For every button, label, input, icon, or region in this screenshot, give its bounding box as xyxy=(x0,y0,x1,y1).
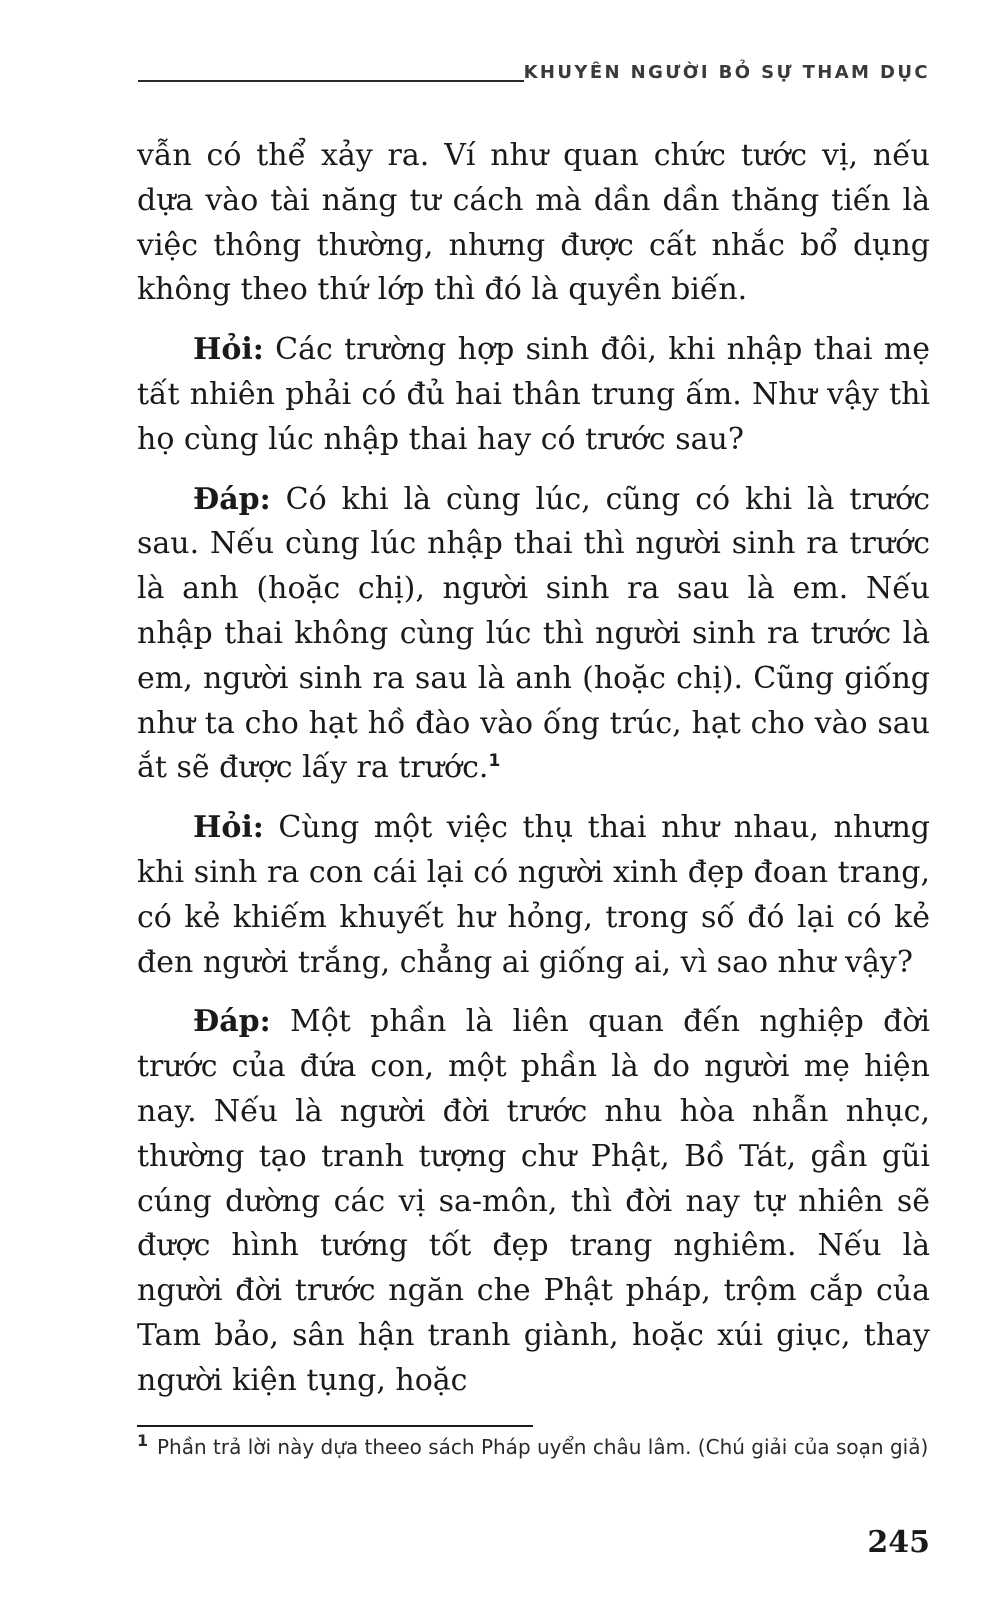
question-text: Các trường hợp sinh đôi, khi nhập thai mẹ tất nhiên phải có đủ hai thân trung ấm. Như vậy thì họ cùng lúc nhập thai hay có trước sau? xyxy=(137,332,930,457)
paragraph-text: vẫn có thể xảy ra. Ví như quan chức tước vị, nếu dựa vào tài năng tư cách mà dần dần thăng tiến là việc thông thường, nhưng được cất nhắc bổ dụng không theo thứ lớp thì đó là quyền biến. xyxy=(137,138,930,308)
answer-text: Có khi là cùng lúc, cũng có khi là trước sau. Nếu cùng lúc nhập thai thì người sinh ra trước là anh (hoặc chị), người sinh ra sau là em. Nếu nhập thai không cùng lúc thì người sinh ra trước là em, người sinh ra sau là anh (hoặc chị). Cũng giống như ta cho hạt hồ đào vào ống trúc, hạt cho vào sau ắt sẽ được lấy ra trước. xyxy=(137,481,930,786)
question-paragraph xyxy=(137,806,930,985)
footnote-rule xyxy=(137,1425,533,1427)
answer-paragraph xyxy=(137,1000,930,1403)
question-label: Hỏi: xyxy=(193,332,264,368)
question-text: Cùng một việc thụ thai như nhau, nhưng khi sinh ra con cái lại có người xinh đẹp đoan trang, có kẻ khiếm khuyết hư hỏng, trong số đó lại có kẻ đen người trắng, chẳng ai giống ai, vì sao như vậy? xyxy=(137,810,930,980)
footnote-reference: 1 xyxy=(488,751,501,772)
footnote xyxy=(137,1432,930,1462)
header-rule xyxy=(138,80,524,82)
answer-label: Đáp: xyxy=(193,1004,271,1040)
page-number: 245 xyxy=(867,1525,930,1560)
answer-label: Đáp: xyxy=(193,481,271,517)
body-text xyxy=(137,134,930,1419)
answer-paragraph xyxy=(137,478,930,792)
paragraph-continued xyxy=(137,134,930,313)
answer-text: Một phần là liên quan đến nghiệp đời trước của đứa con, một phần là do người mẹ hiện nay. Nếu là người đời trước nhu hòa nhẫn nhục, thường tạo tranh tượng chư Phật, Bồ Tát, gần gũi cúng dường các vị sa-môn, thì đời nay tự nhiên sẽ được hình tướng tốt đẹp trang nghiêm. Nếu là người đời trước ngăn che Phật pháp, trộm cắp của Tam bảo, sân hận tranh giành, hoặc xúi giục, thay người kiện tụng, hoặc xyxy=(137,1004,930,1398)
footnote-text: Phần trả lời này dựa theeo sách Pháp uyển châu lâm. (Chú giải của soạn giả) xyxy=(157,1435,929,1459)
running-title: KHUYÊN NGƯỜI BỎ SỰ THAM DỤC xyxy=(523,62,930,83)
question-label: Hỏi: xyxy=(193,810,264,846)
question-paragraph xyxy=(137,328,930,462)
footnote-marker: 1 xyxy=(137,1431,149,1450)
